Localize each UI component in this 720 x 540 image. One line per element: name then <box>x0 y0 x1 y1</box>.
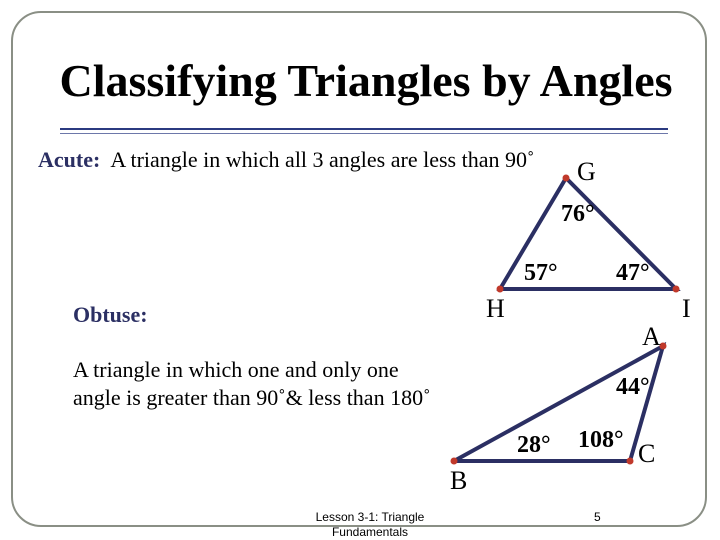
obtuse-definition-line-1: A triangle in which one and only one <box>73 357 399 382</box>
vertex-label-h: H <box>486 294 505 323</box>
vertex-label-c: C <box>638 439 656 468</box>
vertex-dot-c <box>627 458 634 465</box>
acute-definition: A triangle in which all 3 angles are less than 90˚ <box>110 147 535 172</box>
page-number: 5 <box>594 510 601 524</box>
angle-label-g: 76° <box>561 201 595 227</box>
vertex-dot-h <box>497 286 504 293</box>
obtuse-definition-line-2: angle is greater than 90˚& less than 180˚ <box>73 385 431 410</box>
acute-term: Acute: <box>38 147 101 172</box>
slide-title: Classifying Triangles by Angles <box>59 55 673 106</box>
vertex-label-i: I <box>682 294 691 323</box>
angle-label-a: 44° <box>616 374 650 400</box>
obtuse-triangle-outline <box>454 346 663 461</box>
obtuse-term: Obtuse: <box>73 302 148 327</box>
vertex-label-g: G <box>577 157 596 186</box>
vertex-dot-i <box>673 286 680 293</box>
angle-label-i: 47° <box>616 260 650 286</box>
vertex-label-a: A <box>642 322 661 351</box>
vertex-dot-g <box>563 175 570 182</box>
angle-label-c: 108° <box>578 427 624 453</box>
footer-lesson-line-1: Lesson 3-1: Triangle <box>315 510 425 524</box>
footer-lesson-line-2: Fundamentals <box>331 525 409 539</box>
obtuse-triangle <box>450 322 667 495</box>
vertex-dot-b <box>451 458 458 465</box>
vertex-label-b: B <box>450 466 468 495</box>
angle-label-h: 57° <box>524 260 558 286</box>
angle-label-b: 28° <box>517 432 551 458</box>
footer-lesson <box>295 510 445 540</box>
acute-triangle <box>486 157 691 323</box>
